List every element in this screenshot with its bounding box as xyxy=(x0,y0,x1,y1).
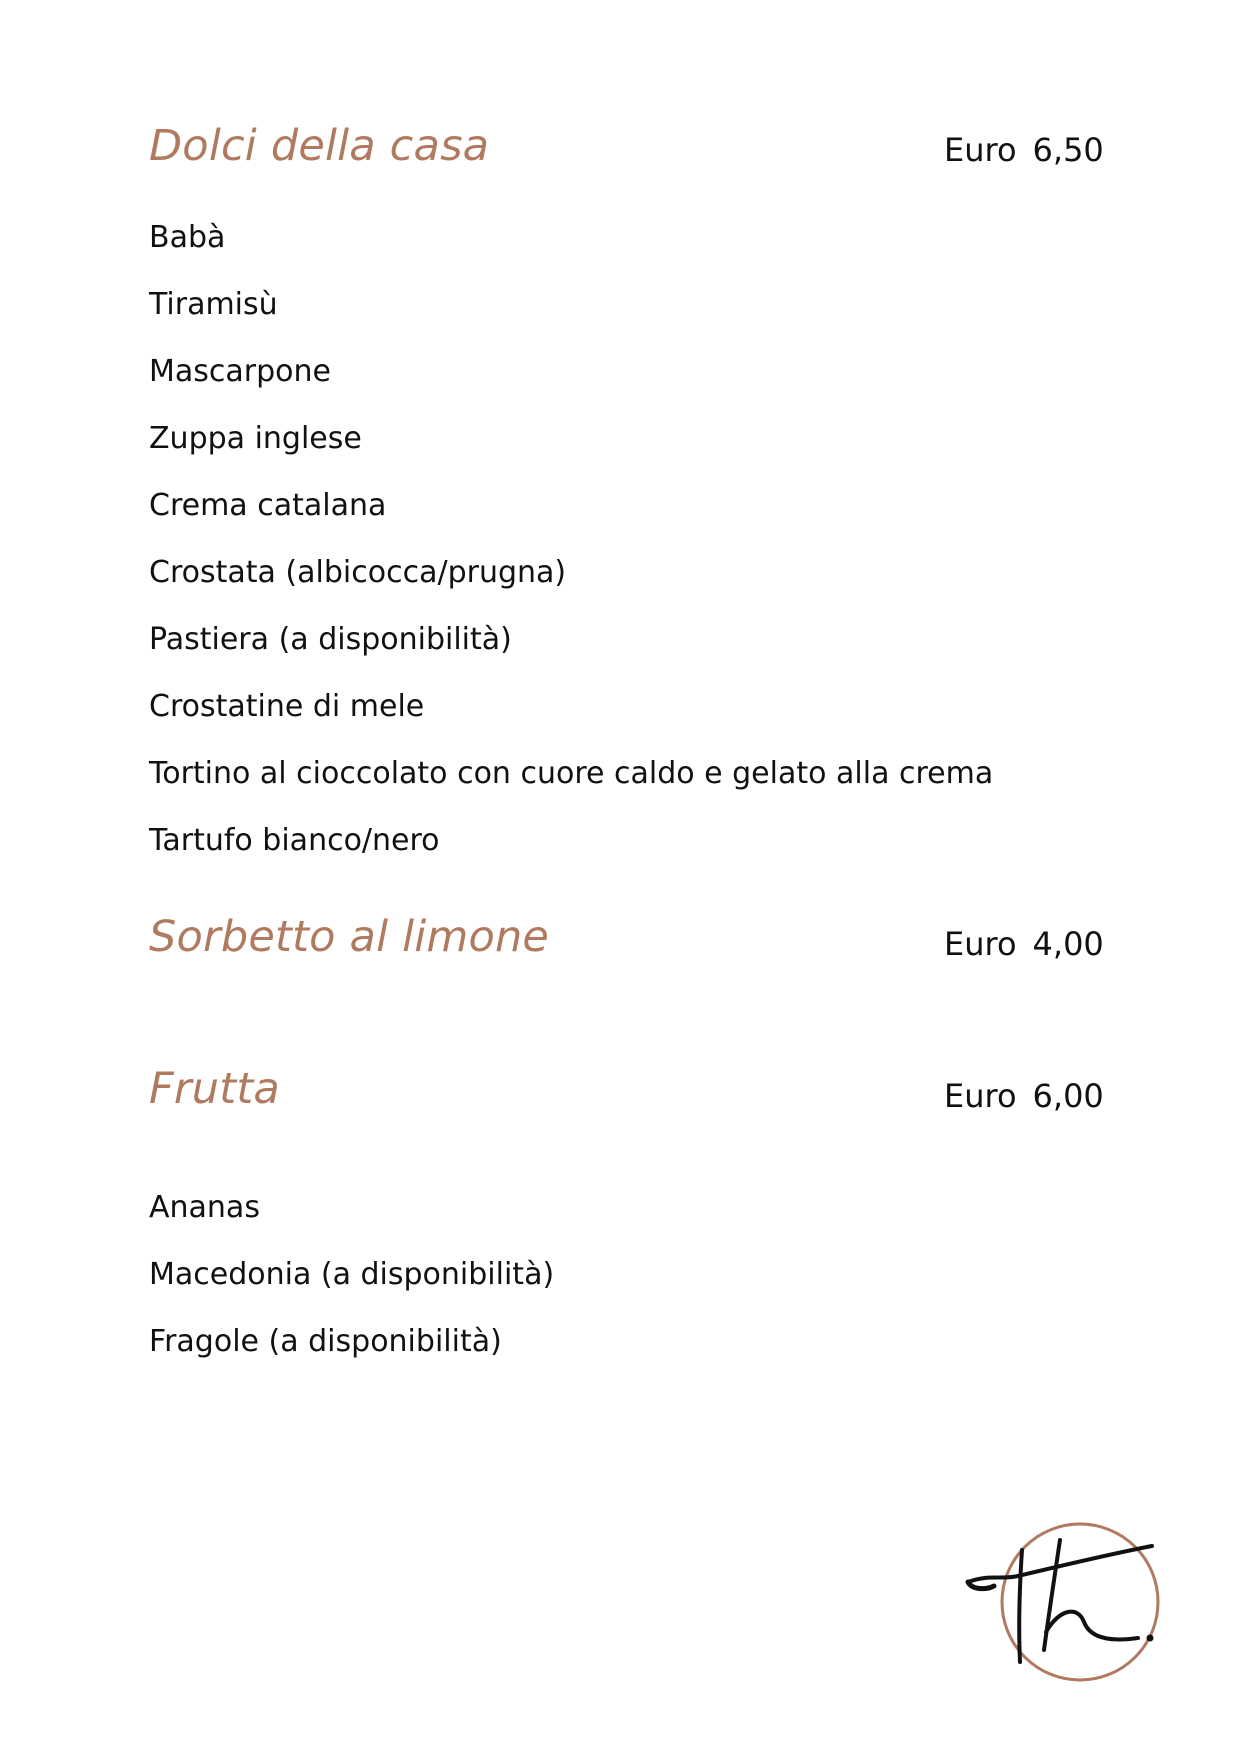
price-currency: Euro xyxy=(944,1077,1017,1115)
signature-logo-icon xyxy=(960,1510,1180,1690)
menu-item: Zuppa inglese xyxy=(149,421,362,456)
price-value: 6,50 xyxy=(1032,131,1104,169)
price-currency: Euro xyxy=(944,925,1017,963)
menu-item: Crostatine di mele xyxy=(149,689,425,724)
menu-item: Crostata (albicocca/prugna) xyxy=(149,555,567,590)
menu-item: Macedonia (a disponibilità) xyxy=(149,1257,555,1292)
price-value: 6,00 xyxy=(1032,1077,1104,1115)
price-value: 4,00 xyxy=(1032,925,1104,963)
section-title-dolci: Dolci della casa xyxy=(149,121,490,171)
section-price-sorbetto xyxy=(944,925,1104,963)
price-currency: Euro xyxy=(944,131,1017,169)
menu-item: Pastiera (a disponibilità) xyxy=(149,622,512,657)
section-title-frutta: Frutta xyxy=(149,1064,280,1114)
menu-item: Tortino al cioccolato con cuore caldo e gelato alla crema xyxy=(149,756,994,791)
menu-item: Fragole (a disponibilità) xyxy=(149,1324,502,1359)
logo-ring xyxy=(1002,1524,1158,1680)
menu-item: Tartufo bianco/nero xyxy=(149,823,440,858)
logo-period xyxy=(1147,1635,1154,1642)
section-price-frutta xyxy=(944,1077,1104,1115)
menu-item: Tiramisù xyxy=(149,287,278,322)
menu-item: Ananas xyxy=(149,1190,260,1225)
menu-item: Babà xyxy=(149,220,226,255)
section-title-sorbetto: Sorbetto al limone xyxy=(149,912,550,962)
logo-signature-strokes xyxy=(968,1540,1152,1662)
section-price-dolci xyxy=(944,131,1104,169)
menu-item: Mascarpone xyxy=(149,354,331,389)
menu-item: Crema catalana xyxy=(149,488,387,523)
